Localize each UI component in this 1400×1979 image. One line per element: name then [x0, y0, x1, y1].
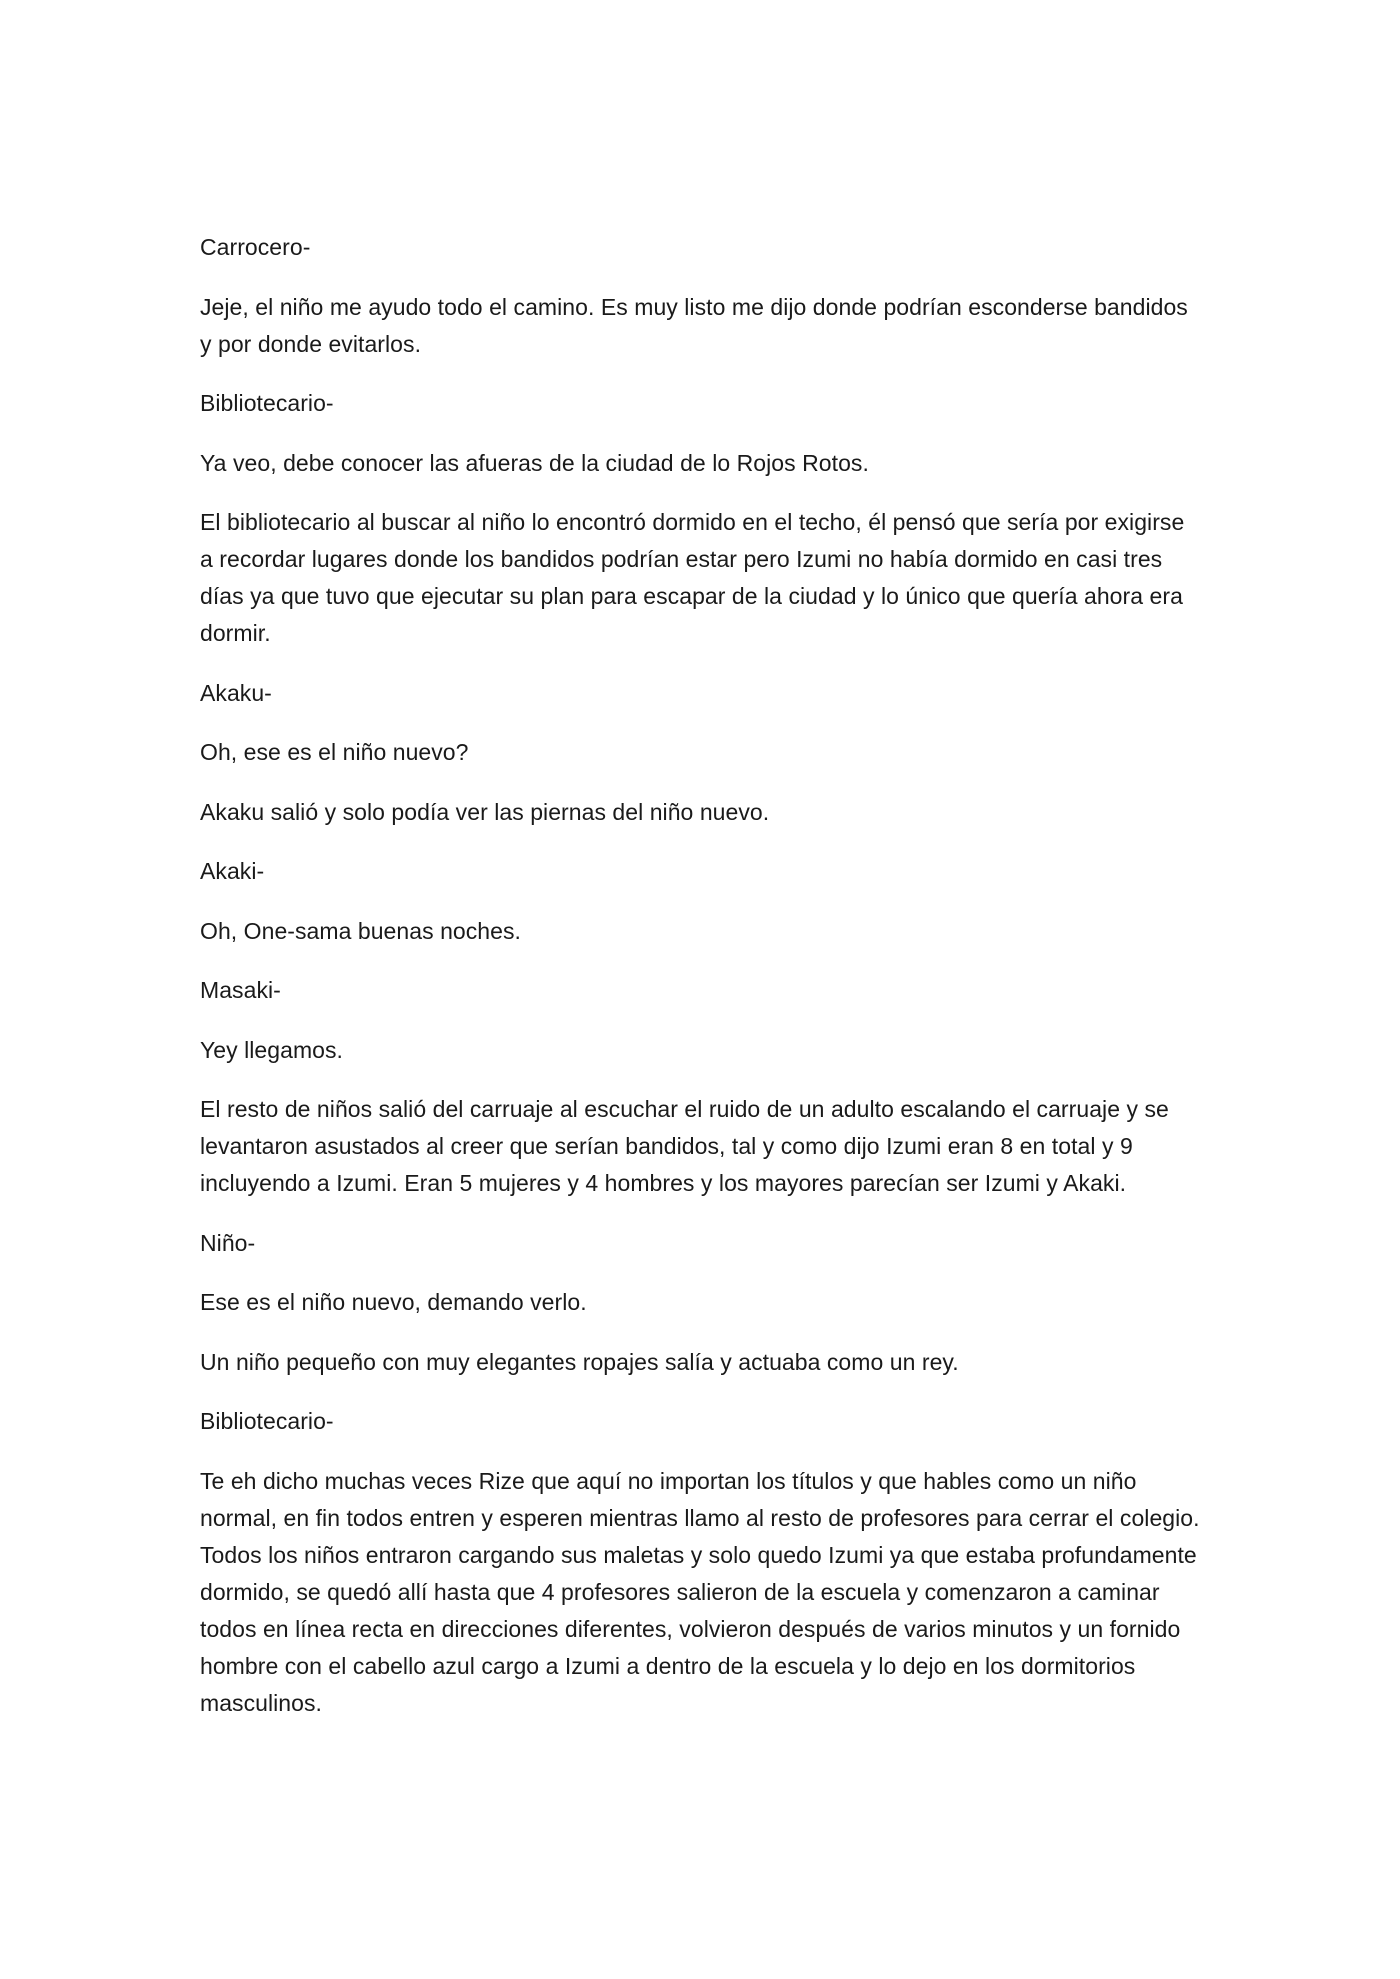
- narration-paragraph: El bibliotecario al buscar al niño lo encontró dormido en el techo, él pensó que sería por exigirse a recordar lugares donde los bandidos podrían estar pero Izumi no había dormido en casi tres días ya que tuvo que ejecutar su plan para escapar de la ciudad y lo único que quería ahora era dormir.: [200, 509, 1185, 646]
- narration-paragraph: El resto de niños salió del carruaje al escuchar el ruido de un adulto escalando el carruaje y se levantaron asustados al creer que serían bandidos, tal y como dijo Izumi eran 8 en total y 9 incluyendo a Izumi. Eran 5 mujeres y 4 hombres y los mayores parecían ser Izumi y Akaki.: [200, 1096, 1169, 1196]
- speaker-label-akaku: Akaku-: [200, 679, 272, 706]
- dialogue-paragraph: Ese es el niño nuevo, demando verlo.: [200, 1289, 587, 1315]
- dialogue-paragraph: Oh, ese es el niño nuevo?: [200, 739, 469, 765]
- narration-paragraph: Un niño pequeño con muy elegantes ropajes salía y actuaba como un rey.: [200, 1348, 959, 1375]
- document-body: [200, 229, 1200, 1744]
- speaker-label-masaki: Masaki-: [200, 977, 281, 1003]
- dialogue-paragraph: Te eh dicho muchas veces Rize que aquí no importan los títulos y que hables como un niño normal, en fin todos entren y esperen mientras llamo al resto de profesores para cerrar el colegio. Todos los niños entraron cargando sus maletas y solo quedo Izumi ya que estaba profundamente dormido, se quedó allí hasta que 4 profesores salieron de la escuela y comenzaron a caminar todos en línea recta en direcciones diferentes, volvieron después de varios minutos y un fornido hombre con el cabello azul cargo a Izumi a dentro de la escuela y lo dejo en los dormitorios masculinos.: [200, 1467, 1200, 1716]
- dialogue-paragraph: Yey llegamos.: [200, 1036, 343, 1063]
- narration-paragraph: Akaku salió y solo podía ver las piernas del niño nuevo.: [200, 798, 770, 825]
- speaker-label-akaki: Akaki-: [200, 858, 265, 884]
- speaker-label-bibliotecario: Bibliotecario-: [200, 1408, 334, 1434]
- speaker-label-nino: Niño-: [200, 1229, 256, 1256]
- speaker-label-carrocero: Carrocero-: [200, 234, 311, 260]
- speaker-label-bibliotecario: Bibliotecario-: [200, 390, 334, 416]
- dialogue-paragraph: Ya veo, debe conocer las afueras de la ciudad de lo Rojos Rotos.: [200, 449, 869, 476]
- dialogue-paragraph: Jeje, el niño me ayudo todo el camino. Es muy listo me dijo donde podrían esconderse bandidos y por donde evitarlos.: [200, 293, 1188, 357]
- dialogue-paragraph: Oh, One-sama buenas noches.: [200, 917, 521, 944]
